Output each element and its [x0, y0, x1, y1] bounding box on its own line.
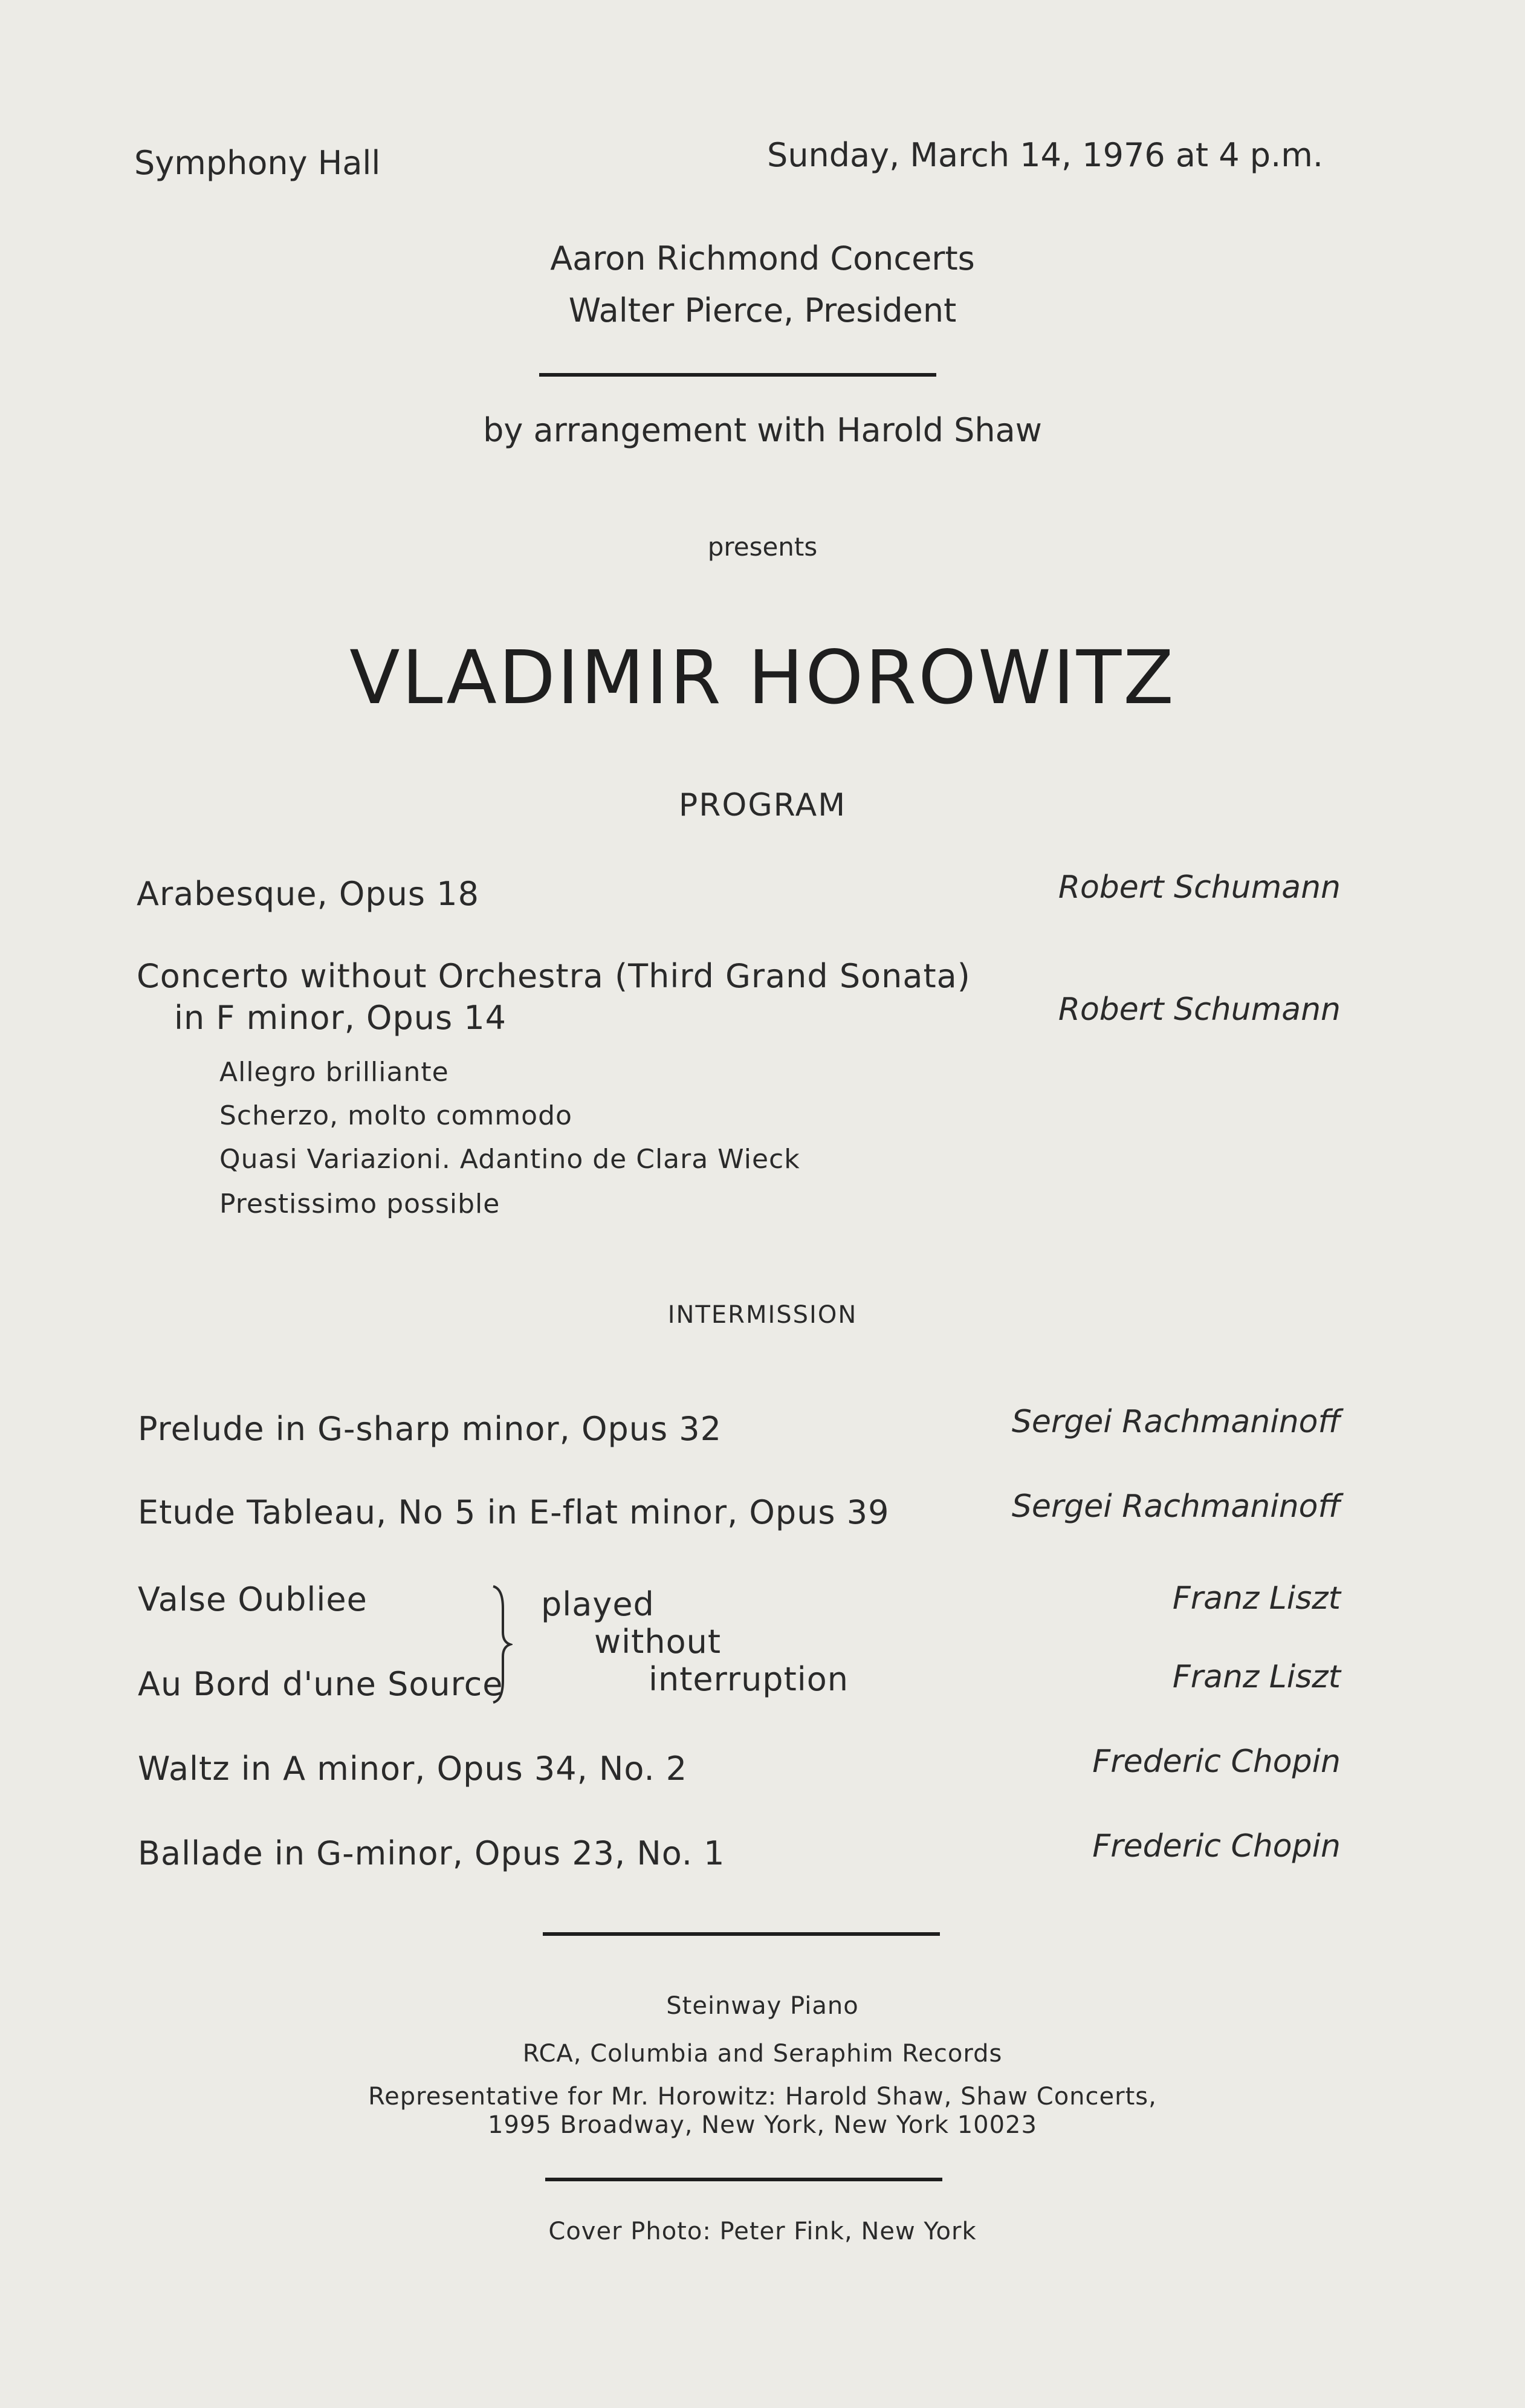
brace-icon [491, 1584, 513, 1705]
composer-liszt-2: Franz Liszt [1172, 1659, 1341, 1695]
piece-title-concerto-line2: in F minor, Opus 14 [174, 999, 507, 1037]
movement-3: Quasi Variazioni. Adantino de Clara Wieck [219, 1144, 800, 1175]
representative-line2: 1995 Broadway, New York, New York 10023 [488, 2111, 1037, 2139]
piece-title-concerto-line1: Concerto without Orchestra (Third Grand Sonata) [137, 957, 971, 995]
note-without: without [594, 1623, 722, 1661]
piece-title-ballade: Ballade in G-minor, Opus 23, No. 1 [138, 1834, 725, 1872]
presenter-president: Walter Pierce, President [568, 291, 957, 329]
concert-date: Sunday, March 14, 1976 at 4 p.m. [767, 136, 1323, 174]
piece-title-etude: Etude Tableau, No 5 in E-flat minor, Opus 39 [138, 1493, 890, 1531]
composer-chopin-2: Frederic Chopin [1092, 1828, 1341, 1864]
records-credit: RCA, Columbia and Seraphim Records [522, 2040, 1003, 2068]
intermission-label: INTERMISSION [667, 1301, 858, 1329]
cover-photo-credit: Cover Photo: Peter Fink, New York [548, 2218, 977, 2245]
movement-4: Prestissimo possible [219, 1189, 500, 1219]
note-interruption: interruption [649, 1660, 849, 1698]
presenter-name: Aaron Richmond Concerts [550, 239, 975, 277]
venue: Symphony Hall [134, 144, 381, 182]
artist-name: VLADIMIR HOROWITZ [349, 635, 1176, 721]
note-played: played [541, 1585, 655, 1623]
composer-liszt-1: Franz Liszt [1172, 1580, 1341, 1617]
piece-title-arabesque: Arabesque, Opus 18 [137, 875, 479, 913]
divider-rule-top [539, 373, 936, 377]
movement-2: Scherzo, molto commodo [219, 1100, 572, 1131]
composer-chopin-1: Frederic Chopin [1092, 1744, 1341, 1780]
piece-title-prelude: Prelude in G-sharp minor, Opus 32 [138, 1410, 722, 1448]
divider-rule-middle [543, 1932, 940, 1936]
movement-1: Allegro brilliante [219, 1057, 449, 1088]
composer-rachmaninoff-1: Sergei Rachmaninoff [1011, 1404, 1341, 1440]
representative-line1: Representative for Mr. Horowitz: Harold Shaw, Shaw Concerts, [368, 2083, 1157, 2111]
composer-schumann-2: Robert Schumann [1058, 991, 1341, 1028]
presents-line: presents [707, 532, 818, 562]
piano-credit: Steinway Piano [666, 1992, 859, 2020]
arrangement-line: by arrangement with Harold Shaw [483, 411, 1042, 449]
piece-title-waltz: Waltz in A minor, Opus 34, No. 2 [138, 1750, 688, 1788]
piece-title-valse: Valse Oubliee [138, 1580, 367, 1618]
composer-rachmaninoff-2: Sergei Rachmaninoff [1011, 1488, 1341, 1525]
program-heading: PROGRAM [678, 787, 847, 823]
piece-title-au-bord: Au Bord d'une Source [138, 1665, 503, 1703]
divider-rule-bottom [545, 2178, 942, 2181]
composer-schumann-1: Robert Schumann [1058, 869, 1341, 906]
